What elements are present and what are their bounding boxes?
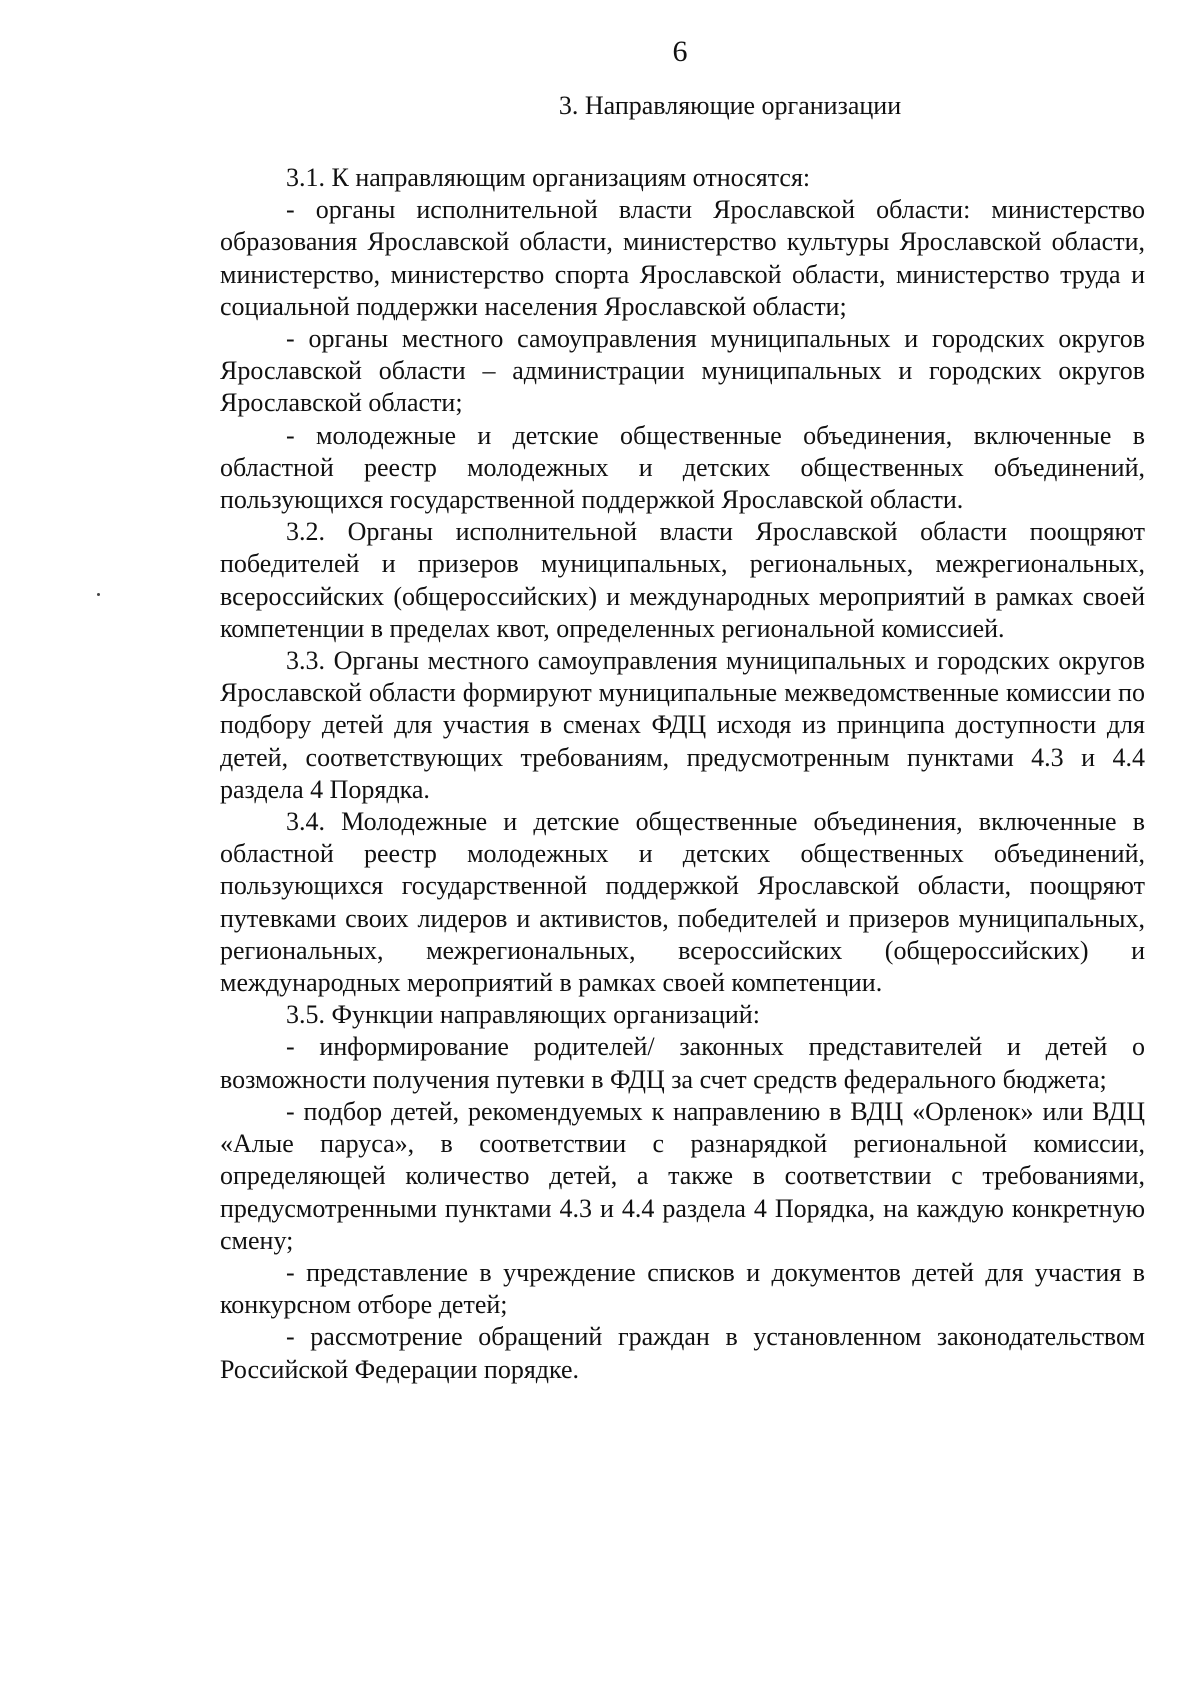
list-item-local-government: - органы местного самоуправления муниципальных и городских округов Ярославской области – администрации муниципальных и городских округов Ярославской области; xyxy=(220,324,1145,418)
paragraph-3-5: 3.5. Функции направляющих организаций: xyxy=(286,1000,760,1030)
paragraph-3-4: 3.4. Молодежные и детские общественные объединения, включенные в областной реестр молодежных и детских общественных объединений, пользующихся государственной поддержкой Ярославской области, поощряют путевками своих лидеров и активистов, победителей и призеров муниципальных, региональных, межрегиональных, всероссийских (общероссийских) и международных мероприятий в рамках своей компетенции. xyxy=(220,807,1145,998)
list-item-selection: - подбор детей, рекомендуемых к направлению в ВДЦ «Орленок» или ВДЦ «Алые паруса», в соответствии с разнарядкой региональной комиссии, определяющей количество детей, а также в соответствии с требованиями, предусмотренными пунктами 4.3 и 4.4 раздела 4 Порядка, на каждую конкретную смену; xyxy=(220,1096,1145,1255)
section-title: 3. Направляющие организации xyxy=(558,91,902,120)
list-item-submission: - представление в учреждение списков и документов детей для участия в конкурсном отборе детей; xyxy=(220,1257,1145,1320)
document-body xyxy=(220,86,1145,1386)
page-number: 6 xyxy=(672,35,688,68)
list-item-appeals: - рассмотрение обращений граждан в установленном законодательством Российской Федерации порядке. xyxy=(220,1322,1145,1384)
paragraph-3-2: 3.2. Органы исполнительной власти Ярославской области поощряют победителей и призеров муниципальных, региональных, межрегиональных, всероссийских (общероссийских) и международных мероприятий в рамках своей компетенции в пределах квот, определенных региональной комиссией. xyxy=(220,517,1145,643)
paragraph-3-3: 3.3. Органы местного самоуправления муниципальных и городских округов Ярославской области формируют муниципальные межведомственные комиссии по подбору детей для участия в сменах ФДЦ исходя из принципа доступности для детей, соответствующих требованиям, предусмотренным пунктами 4.3 и 4.4 раздела 4 Порядка. xyxy=(220,646,1145,804)
list-item-executive-bodies: - органы исполнительной власти Ярославской области: министерство образования Ярославской области, министерство культуры Ярославской области, министерство, министерство спорта Ярославской области, министерство труда и социальной поддержки населения Ярославской области; xyxy=(220,195,1145,321)
list-item-informing: - информирование родителей/ законных представителей и детей о возможности получения путевки в ФДЦ за счет средств федерального бюджета; xyxy=(220,1032,1145,1094)
paragraph-3-1: 3.1. К направляющим организациям относятся: xyxy=(286,163,811,192)
scan-speck xyxy=(97,593,100,596)
list-item-youth-associations: - молодежные и детские общественные объединения, включенные в областной реестр молодежных и детских общественных объединений, пользующихся государственной поддержкой Ярославской области. xyxy=(220,420,1145,515)
